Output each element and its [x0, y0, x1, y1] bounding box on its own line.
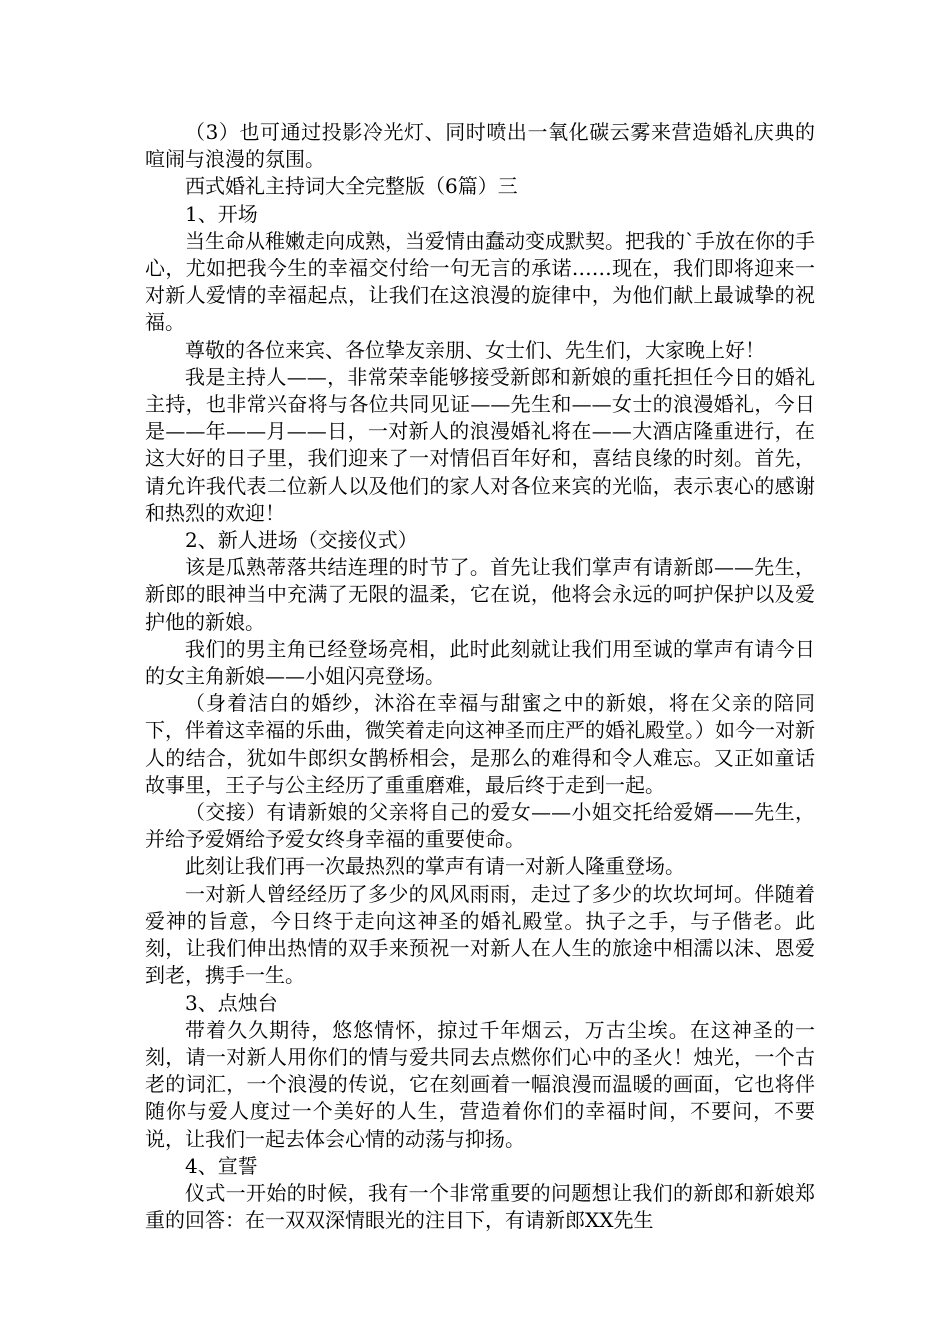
- heading-opening: 1、开场: [185, 201, 258, 226]
- paragraph-fog-effect: （3）也可通过投影冷光灯、同时喷出一氧化碳云雾来营造婚礼庆典的喧闹与浪漫的氛围。: [145, 120, 815, 172]
- paragraph-greeting: 尊敬的各位来宾、各位挚友亲朋、女士们、先生们，大家晚上好！: [185, 337, 765, 362]
- paragraph-couple-entrance: 此刻让我们再一次最热烈的掌声有请一对新人隆重登场。: [185, 854, 685, 879]
- paragraph-handover: （交接）有请新娘的父亲将自己的爱女——小姐交托给爱婿——先生，并给予爱婿给予爱女终身幸福的重要使命。: [145, 800, 815, 852]
- document-body: [145, 119, 815, 1234]
- heading-entrance: 2、新人进场（交接仪式）: [185, 528, 418, 553]
- heading-candle: 3、点烛台: [185, 990, 278, 1015]
- paragraph-groom-entrance: 该是瓜熟蒂落共结连理的时节了。首先让我们掌声有请新郎——先生，新郎的眼神当中充满了无限的温柔，它在说，他将会永远的呵护保护以及爱护他的新娘。: [145, 555, 815, 634]
- paragraph-host-intro: 我是主持人——，非常荣幸能够接受新郎和新娘的重托担任今日的婚礼主持，也非常兴奋将与各位共同见证——先生和——女士的浪漫婚礼，今日是——年——月——日，一对新人的浪漫婚礼将在——大酒店隆重进行，在这大好的日子里，我们迎来了一对情侣百年好和，喜结良缘的时刻。首先，请允许我代表二位新人以及他们的家人对各位来宾的光临，表示衷心的感谢和热烈的欢迎！: [145, 364, 815, 525]
- paragraph-opening: 当生命从稚嫩走向成熟，当爱情由蠢动变成默契。把我的`手放在你的手心，尤如把我今生的幸福交付给一句无言的承诺……现在，我们即将迎来一对新人爱情的幸福起点，让我们在这浪漫的旋律中，为他们献上最诚挚的祝福。: [145, 228, 815, 335]
- heading-vows: 4、宣誓: [185, 1153, 258, 1178]
- paragraph-blessing: 一对新人曾经经历了多少的风风雨雨，走过了多少的坎坎坷坷。伴随着爱神的旨意，今日终于走向这神圣的婚礼殿堂。执子之手，与子偕老。此刻，让我们伸出热情的双手来预祝一对新人在人生的旅途中相濡以沫、恩爱到老，携手一生。: [145, 881, 815, 988]
- section-title: 西式婚礼主持词大全完整版（6篇）三: [185, 174, 518, 199]
- paragraph-bride-entrance: 我们的男主角已经登场亮相，此时此刻就让我们用至诚的掌声有请今日的女主角新娘——小姐闪亮登场。: [145, 636, 815, 689]
- paragraph-candle: 带着久久期待，悠悠情怀，掠过千年烟云，万古尘埃。在这神圣的一刻，请一对新人用你们的情与爱共同去点燃你们心中的圣火！烛光，一个古老的词汇，一个浪漫的传说，它在刻画着一幅浪漫而温暖的画面，它也将伴随你与爱人度过一个美好的人生，营造着你们的幸福时间，不要问，不要说，让我们一起去体会心情的动荡与抑扬。: [145, 1017, 815, 1151]
- paragraph-vows: 仪式一开始的时候，我有一个非常重要的问题想让我们的新郎和新娘郑重的回答：在一双双深情眼光的注目下，有请新郎XX先生: [145, 1180, 815, 1233]
- paragraph-bride-description: （身着洁白的婚纱，沐浴在幸福与甜蜜之中的新娘，将在父亲的陪同下，伴着这幸福的乐曲，微笑着走向这神圣而庄严的婚礼殿堂。）如今一对新人的结合，犹如牛郎织女鹊桥相会，是那么的难得和令人难忘。又正如童话故事里，王子与公主经历了重重磨难，最后终于走到一起。: [145, 691, 815, 797]
